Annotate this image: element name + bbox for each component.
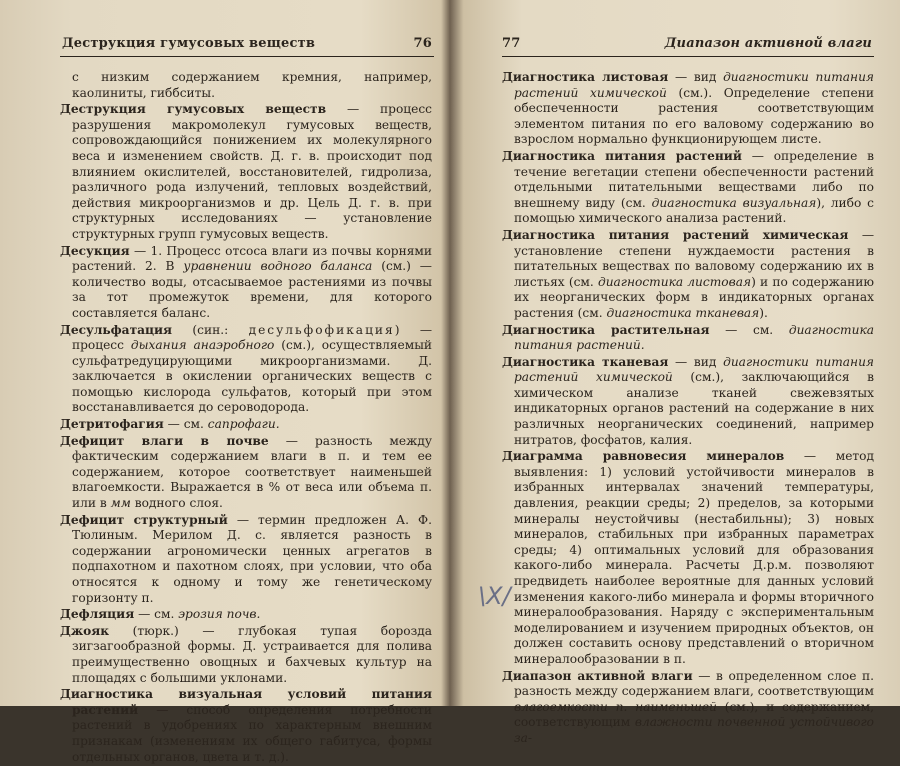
dictionary-entry [60,102,432,242]
entry-term: Детритофагия [60,417,164,432]
entry-definition: — см. [725,322,774,337]
right-page-number: 77 [502,36,521,51]
entry-definition: — 1. Процесс отсоса влаги из почвы корнями растений. 2. В [72,243,433,274]
entry-term: Дефицит влаги в почве [60,433,269,448]
dictionary-entry [502,449,874,667]
cross-reference: диагностики питания растений химической [514,354,874,385]
dictionary-entry [60,244,432,322]
dictionary-entry [60,607,432,623]
cross-reference: влажности почвенной устойчивого за- [514,715,875,745]
entry-definition: ) — процесс [72,322,433,353]
dictionary-entry [502,70,874,148]
entry-definition: — процесс разрушения макромолекул гумусовых веществ, сопровождающийся понижением их молекулярного веса и изменением свойств. Д. г. в. происходит под влиянием окислителей, восстановителей, гидролиза, различного рода излучений, тепловых воздействий, действия микроорганизмов и др. Цель Д. г. в. при структурных исследованиях — установление структурных групп гумусовых веществ. [72,102,433,241]
cross-reference: диагностика питания растений. [514,322,874,353]
dictionary-entry [60,624,432,686]
entry-definition: — см. [167,417,204,432]
entry-definition: ) и по содержанию их неорганических форм в индикаторных органах растения (см. [514,274,874,320]
left-page [0,0,448,764]
cross-reference: диагностики питания растений химической [514,70,874,100]
cross-reference: уравнении водного баланса [183,259,373,274]
entry-term: Дефляция [60,607,135,622]
entry-definition: водного слоя. [134,496,223,511]
dictionary-entry [60,687,432,765]
entry-definition: ), либо с помощью химического анализа растений. [514,195,874,226]
left-header-title: Деструкция гумусовых веществ [62,36,316,51]
synonym-term: десульфофикация [248,322,395,337]
cross-reference: диагностика листовая [597,274,752,289]
entry-term: Диаграмма равновесия минералов [502,449,785,464]
entry-definition: (тюрк.) — глубокая тупая борозда зигзагообразной формы. Д. устраивается для полива преимущественно овощных и бахчевых культур на площадях с большими уклонами. [72,623,432,685]
entry-definition: (см.), осуществляемый сульфатредуцирующими микроорганизмами. Д. заключается в окислении органических веществ с помощью кислорода сульфатов, который при этом восстанавливается до сероводорода. [72,338,433,415]
entry-definition: ). [759,305,768,320]
left-page-body [60,70,432,766]
dictionary-entry [502,669,874,747]
cross-reference: дыхания анаэробного [130,338,275,353]
left-page-number: 76 [413,36,432,51]
entry-term: Диагностика питания растений [502,148,742,163]
entry-definition: — см. [138,607,175,622]
dictionary-entry [502,355,874,449]
entry-definition: — установление степени нуждаемости растения в питательных веществах по валовому содержанию их в листьях (см. [514,227,875,289]
dictionary-entry [502,323,874,354]
entry-term: Дефицит структурный [60,512,228,527]
entry-definition: — способ определения потребности растений в удобрениях по характерным внешним признакам (изменениям их общего габитуса, формы отдельных органов, цвета и т. д.). [72,702,433,764]
cross-reference: влагоемкости п. наименьшей [514,699,717,714]
cross-reference: диагностика тканевая [606,305,760,320]
dictionary-entry [502,149,874,227]
dictionary-entry [60,513,432,607]
entry-term: Диагностика растительная [502,322,710,337]
entry-definition: — вид [674,70,717,84]
synonym-label: (син.: [192,322,229,337]
entry-definition: (см.). Определение степени обеспеченности растения соответствующим элементом питания по его валовому содержанию во взрослом нормально функционирующем листе. [514,85,875,147]
entry-term: Диагностика визуальная условий питания растений [60,687,432,717]
entry-definition: — термин предложен А. Ф. Тюлиным. Мерилом Д. с. является разность в содержании агрономически ценных агрегатов в подпахотном и пахотном слоях, при условии, что оба относятся к одному и тому же генетическому горизонту п. [72,512,433,605]
cross-reference: сапрофаги. [207,417,280,432]
right-header-title: Диапазон активной влаги [664,36,872,51]
entry-definition: — определение в течение вегетации степени обеспеченности растений отдельными питательными веществами либо по внешнему виду (см. [514,148,875,210]
dictionary-entry [60,417,432,433]
entry-definition: — разность между фактическим содержанием влаги в п. и тем ее содержанием, которое соответствует наименьшей влагоемкости. Выражается в % от веса или объема п. или в [72,433,433,511]
cross-reference: эрозия почв. [178,607,261,622]
entry-term: Диапазон активной влаги [502,668,693,683]
entry-term: Десукция [60,243,130,258]
entry-definition: — метод выявления: 1) условий устойчивости минералов в избранных интервалах значений температуры, давления, реакции среды; 2) пределов, за которыми минералы неустойчивы (нестабильны); 3) новых минералов, стабильных при избранных параметрах среды; 4) оптимальных условий для образования какого-либо минерала. Расчеты Д.р.м. позволяют предвидеть наиболее вероятные для данных условий изменения какого-либо минерала и формы вторичного минералообразования. Наряду с экспериментальным моделированием и изучением природных объектов, он должен составить основу представлений о вторичном минералообразовании в п. [514,449,875,666]
entry-term: Десульфатация [60,322,173,337]
cross-reference: диагностика визуальная [651,195,817,210]
entry-term: Диагностика тканевая [502,354,669,369]
right-page-body [502,70,874,748]
handwritten-margin-mark: \X/ [478,582,511,610]
entry-definition: (см.), заключающийся в химическом анализе тканей свежевзятых индикаторных органов растений на содержание в них различных неорганических соединений, например нитратов, фосфатов, калия. [514,370,874,447]
left-header-rule [60,56,434,57]
dictionary-entry [60,434,432,512]
entry-definition: — вид [675,354,717,369]
entry-definition: (см.), и содержанием, соответствующим [514,699,875,730]
entry-term: Диагностика листовая [502,70,669,84]
right-header-rule [502,56,874,57]
entry-definition: (см.) — количество воды, отсасываемое растениями из почвы за тот промежуток времени, для которого составляется баланс. [72,259,432,320]
unit-italic: мм [110,496,131,511]
entry-term: Деструкция гумусовых веществ [60,102,327,117]
entry-term: Диагностика питания растений химическая [502,227,849,242]
dictionary-entry [60,323,432,417]
entry-definition: — в определенном слое п. разность между содержанием влаги, соответствующим [514,668,875,699]
right-page [452,0,900,745]
entry-term: Джояк [60,623,110,638]
dictionary-entry [502,228,874,322]
continuation-text: с низким содержанием кремния, например, каолиниты, гиббситы. [72,70,432,100]
